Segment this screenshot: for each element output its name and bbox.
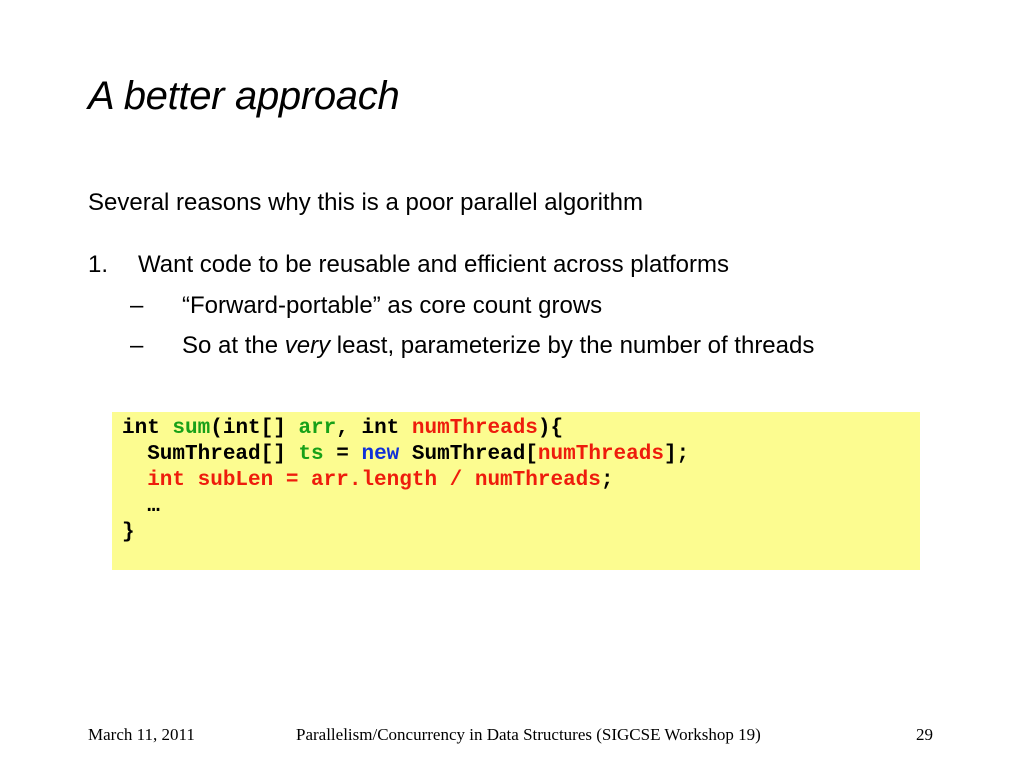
code-line-5 [122,520,910,546]
dash-bullet: – [130,292,144,319]
code-token: ){ [537,417,564,440]
code-token: new [361,443,400,466]
code-token: sum [172,417,211,440]
code-token: int [122,417,173,440]
subpoint-emphasis: very [284,332,331,359]
code-token: … [122,495,160,518]
code-token: SumThread[ [399,443,538,466]
page-number: 29 [916,725,933,744]
code-token: = [323,443,362,466]
code-token: SumThread[] [122,443,299,466]
point-text: Want code to be reusable and efficient across platforms [138,251,729,278]
code-token: } [122,521,135,544]
subpoint-text: “Forward-portable” as core count grows [182,292,603,319]
dash-bullet: – [130,332,144,359]
footer-title: Parallelism/Concurrency in Data Structures (SIGCSE Workshop 19) [296,725,761,744]
code-line-2 [122,442,910,468]
code-line-1 [122,416,910,442]
point-number: 1. [88,251,109,278]
code-token: ; [600,469,614,492]
subpoint-text-after: least, parameterize by the number of threads [330,332,815,359]
subpoint-text-before: So at the [182,332,285,359]
subpoint-forward-portable [130,290,602,322]
code-token: numThreads [537,443,664,466]
code-token: ts [298,443,324,466]
subpoint-parameterize [130,330,814,362]
code-line-4 [122,494,910,520]
code-token: (int[] [210,417,299,440]
code-block [112,412,920,570]
code-token: arr [298,417,337,440]
code-token: ]; [663,443,690,466]
code-line-3 [122,468,910,494]
code-token: numThreads [411,417,538,440]
numbered-point-1 [88,249,729,281]
slide-title: A better approach [88,74,400,118]
code-token: int subLen = arr.length / numThreads [122,469,601,492]
intro-text: Several reasons why this is a poor parallel algorithm [88,189,643,216]
code-token: , int [336,417,412,440]
footer-date: March 11, 2011 [88,725,195,744]
